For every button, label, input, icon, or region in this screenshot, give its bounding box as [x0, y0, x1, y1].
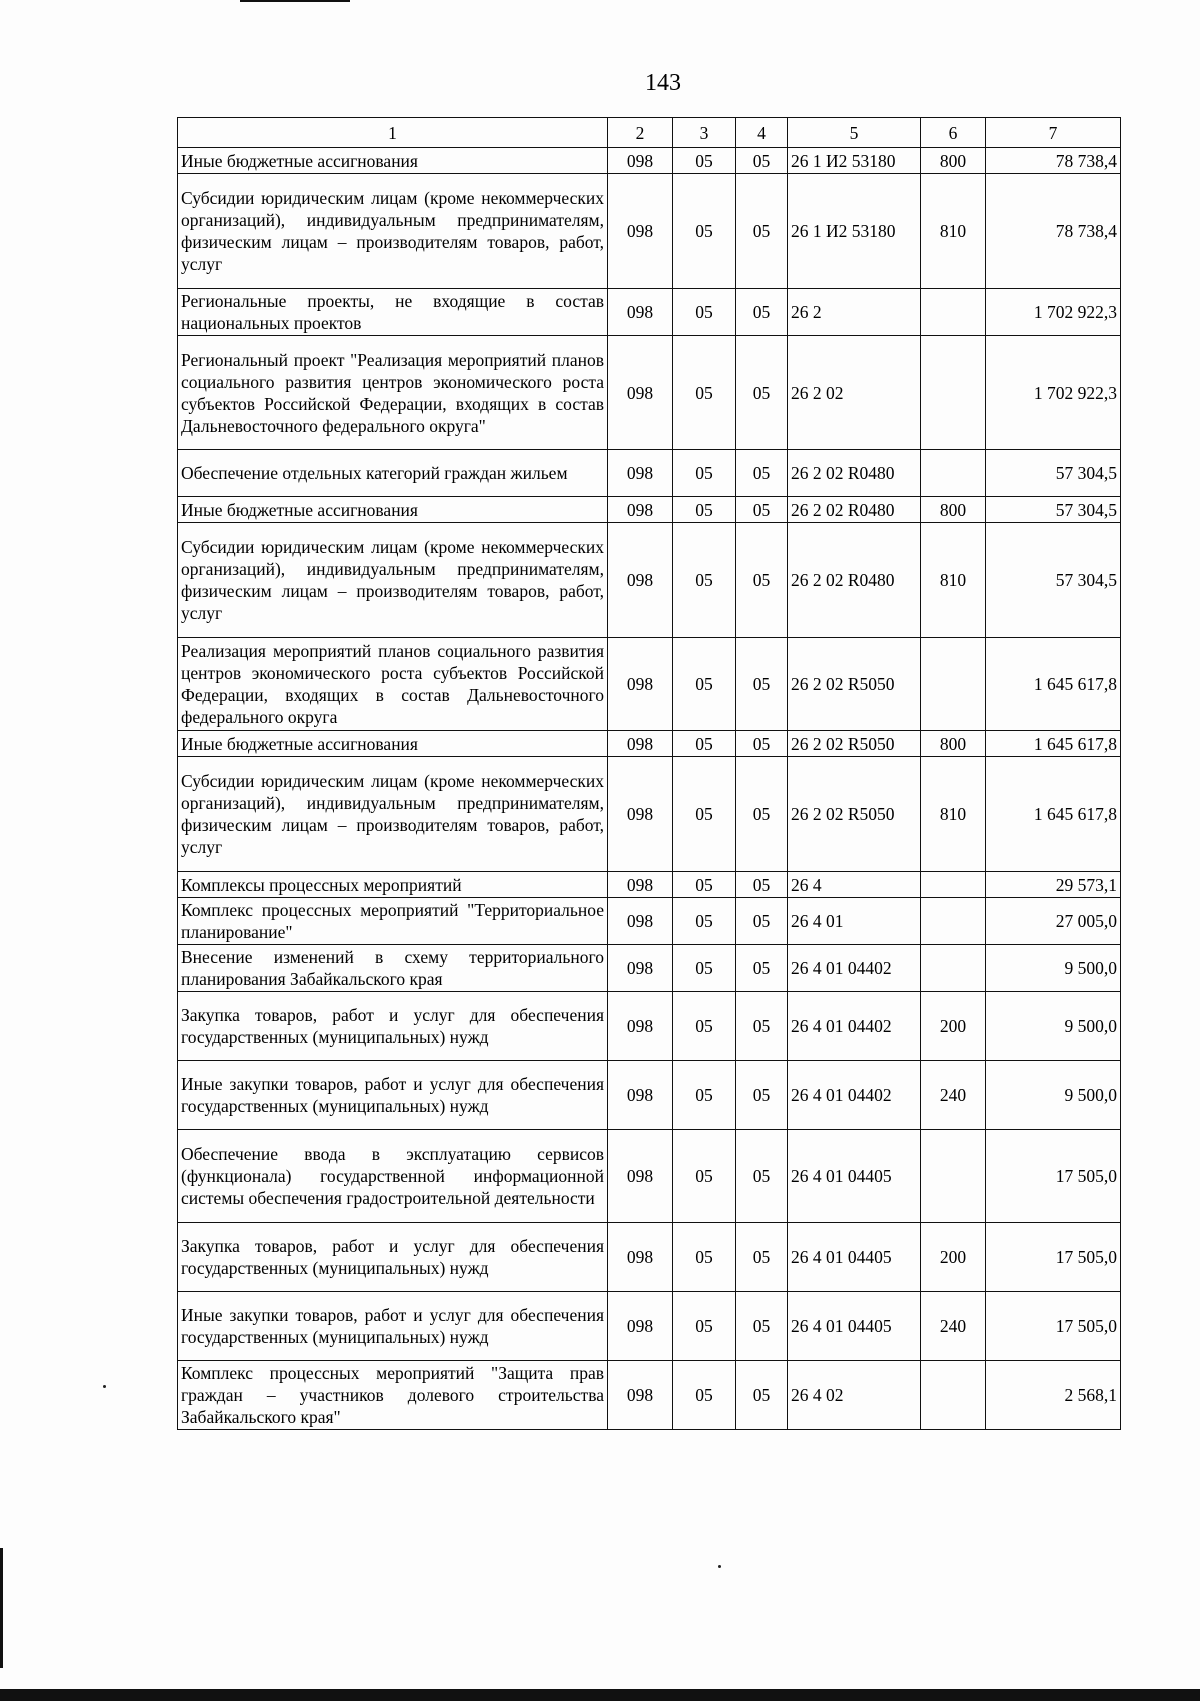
cell-expense-type: [921, 336, 986, 450]
cell-target-article: 26 2 02 R0480: [788, 497, 921, 523]
cell-pr: 05: [736, 174, 788, 289]
cell-gr: 098: [608, 1361, 673, 1430]
cell-expense-type: 240: [921, 1061, 986, 1130]
table-row: [178, 289, 1121, 336]
cell-rz: 05: [673, 1292, 736, 1361]
cell-gr: 098: [608, 523, 673, 638]
page-number: 143: [645, 70, 681, 96]
cell-expense-type: [921, 450, 986, 497]
cell-description: Региональные проекты, не входящие в состав национальных проектов: [178, 289, 608, 336]
cell-pr: 05: [736, 497, 788, 523]
cell-gr: 098: [608, 898, 673, 945]
cell-rz: 05: [673, 872, 736, 898]
cell-gr: 098: [608, 1130, 673, 1223]
cell-rz: 05: [673, 523, 736, 638]
cell-gr: 098: [608, 992, 673, 1061]
header-col-5: 5: [788, 118, 921, 148]
cell-rz: 05: [673, 289, 736, 336]
cell-description: Субсидии юридическим лицам (кроме некоммерческих организаций), индивидуальным предпринимателям, физическим лицам – производителям товаров, работ, услуг: [178, 757, 608, 872]
cell-pr: 05: [736, 1361, 788, 1430]
cell-rz: 05: [673, 174, 736, 289]
cell-gr: 098: [608, 1061, 673, 1130]
cell-rz: 05: [673, 450, 736, 497]
cell-rz: 05: [673, 638, 736, 731]
scan-edge-left: [0, 1548, 3, 1668]
cell-target-article: 26 2 02 R5050: [788, 757, 921, 872]
table-row: [178, 1292, 1121, 1361]
cell-amount: 9 500,0: [986, 992, 1121, 1061]
header-row: [178, 118, 1121, 148]
cell-expense-type: [921, 1130, 986, 1223]
table-row: [178, 898, 1121, 945]
cell-target-article: 26 4 01 04402: [788, 992, 921, 1061]
cell-amount: 57 304,5: [986, 450, 1121, 497]
cell-rz: 05: [673, 757, 736, 872]
cell-target-article: 26 4: [788, 872, 921, 898]
cell-gr: 098: [608, 731, 673, 757]
cell-gr: 098: [608, 148, 673, 174]
table-row: [178, 1223, 1121, 1292]
cell-pr: 05: [736, 289, 788, 336]
cell-amount: 78 738,4: [986, 174, 1121, 289]
cell-description: Закупка товаров, работ и услуг для обеспечения государственных (муниципальных) нужд: [178, 992, 608, 1061]
cell-target-article: 26 4 01 04405: [788, 1130, 921, 1223]
cell-gr: 098: [608, 497, 673, 523]
cell-expense-type: [921, 872, 986, 898]
table-row: [178, 174, 1121, 289]
cell-amount: 27 005,0: [986, 898, 1121, 945]
budget-table: [177, 117, 1121, 1430]
cell-expense-type: 800: [921, 497, 986, 523]
cell-description: Внесение изменений в схему территориального планирования Забайкальского края: [178, 945, 608, 992]
cell-expense-type: 810: [921, 174, 986, 289]
cell-rz: 05: [673, 731, 736, 757]
cell-gr: 098: [608, 336, 673, 450]
cell-rz: 05: [673, 1061, 736, 1130]
cell-rz: 05: [673, 497, 736, 523]
cell-description: Комплекс процессных мероприятий "Защита прав граждан – участников долевого строительства Забайкальского края": [178, 1361, 608, 1430]
table-row: [178, 1361, 1121, 1430]
cell-description: Комплексы процессных мероприятий: [178, 872, 608, 898]
table-row: [178, 872, 1121, 898]
cell-expense-type: 800: [921, 148, 986, 174]
table-row: [178, 1061, 1121, 1130]
cell-amount: 1 645 617,8: [986, 731, 1121, 757]
cell-description: Субсидии юридическим лицам (кроме некоммерческих организаций), индивидуальным предпринимателям, физическим лицам – производителям товаров, работ, услуг: [178, 174, 608, 289]
table-row: [178, 450, 1121, 497]
cell-description: Иные бюджетные ассигнования: [178, 148, 608, 174]
cell-target-article: 26 2 02: [788, 336, 921, 450]
cell-rz: 05: [673, 945, 736, 992]
cell-gr: 098: [608, 757, 673, 872]
cell-amount: 1 702 922,3: [986, 336, 1121, 450]
cell-target-article: 26 1 И2 53180: [788, 174, 921, 289]
cell-gr: 098: [608, 638, 673, 731]
header-col-2: 2: [608, 118, 673, 148]
cell-target-article: 26 4 01 04402: [788, 1061, 921, 1130]
table-row: [178, 731, 1121, 757]
cell-pr: 05: [736, 898, 788, 945]
cell-target-article: 26 4 02: [788, 1361, 921, 1430]
cell-description: Обеспечение отдельных категорий граждан жильем: [178, 450, 608, 497]
cell-description: Региональный проект "Реализация мероприятий планов социального развития центров экономического роста субъектов Российской Федерации, входящих в состав Дальневосточного федерального округа": [178, 336, 608, 450]
cell-gr: 098: [608, 1292, 673, 1361]
cell-gr: 098: [608, 872, 673, 898]
cell-target-article: 26 4 01 04405: [788, 1292, 921, 1361]
cell-amount: 1 645 617,8: [986, 638, 1121, 731]
cell-description: Реализация мероприятий планов социального развития центров экономического роста субъектов Российской Федерации, входящих в состав Дальневосточного федерального округа: [178, 638, 608, 731]
cell-description: Иные бюджетные ассигнования: [178, 497, 608, 523]
table-body: [178, 118, 1121, 1430]
cell-amount: 1 645 617,8: [986, 757, 1121, 872]
table-row: [178, 757, 1121, 872]
cell-rz: 05: [673, 1361, 736, 1430]
cell-expense-type: [921, 945, 986, 992]
cell-pr: 05: [736, 148, 788, 174]
cell-rz: 05: [673, 148, 736, 174]
cell-expense-type: 240: [921, 1292, 986, 1361]
cell-pr: 05: [736, 945, 788, 992]
cell-pr: 05: [736, 872, 788, 898]
cell-target-article: 26 4 01: [788, 898, 921, 945]
table-row: [178, 148, 1121, 174]
cell-pr: 05: [736, 450, 788, 497]
cell-description: Иные закупки товаров, работ и услуг для обеспечения государственных (муниципальных) нужд: [178, 1292, 608, 1361]
cell-rz: 05: [673, 336, 736, 450]
cell-target-article: 26 1 И2 53180: [788, 148, 921, 174]
cell-rz: 05: [673, 1130, 736, 1223]
cell-amount: 17 505,0: [986, 1130, 1121, 1223]
cell-target-article: 26 2 02 R0480: [788, 450, 921, 497]
cell-description: Иные закупки товаров, работ и услуг для обеспечения государственных (муниципальных) нужд: [178, 1061, 608, 1130]
cell-pr: 05: [736, 523, 788, 638]
table-row: [178, 945, 1121, 992]
cell-pr: 05: [736, 1061, 788, 1130]
cell-description: Иные бюджетные ассигнования: [178, 731, 608, 757]
cell-gr: 098: [608, 289, 673, 336]
cell-expense-type: [921, 1361, 986, 1430]
cell-target-article: 26 2 02 R5050: [788, 638, 921, 731]
cell-amount: 9 500,0: [986, 945, 1121, 992]
cell-gr: 098: [608, 1223, 673, 1292]
cell-pr: 05: [736, 1292, 788, 1361]
cell-target-article: 26 2 02 R5050: [788, 731, 921, 757]
header-col-4: 4: [736, 118, 788, 148]
table-row: [178, 523, 1121, 638]
cell-expense-type: 200: [921, 1223, 986, 1292]
cell-rz: 05: [673, 992, 736, 1061]
cell-expense-type: [921, 638, 986, 731]
scan-speck: [718, 1565, 721, 1568]
table-row: [178, 1130, 1121, 1223]
cell-amount: 29 573,1: [986, 872, 1121, 898]
header-col-3: 3: [673, 118, 736, 148]
cell-amount: 2 568,1: [986, 1361, 1121, 1430]
table-row: [178, 336, 1121, 450]
scan-edge-bottom: [0, 1689, 1200, 1701]
scan-edge-top: [240, 0, 350, 2]
cell-gr: 098: [608, 450, 673, 497]
cell-amount: 9 500,0: [986, 1061, 1121, 1130]
table-row: [178, 992, 1121, 1061]
cell-amount: 17 505,0: [986, 1292, 1121, 1361]
cell-description: Обеспечение ввода в эксплуатацию сервисов (функционала) государственной информационной системы обеспечения градостроительной деятельности: [178, 1130, 608, 1223]
cell-expense-type: 200: [921, 992, 986, 1061]
header-col-1: 1: [178, 118, 608, 148]
table-row: [178, 638, 1121, 731]
cell-pr: 05: [736, 757, 788, 872]
cell-amount: 17 505,0: [986, 1223, 1121, 1292]
cell-rz: 05: [673, 898, 736, 945]
cell-target-article: 26 4 01 04405: [788, 1223, 921, 1292]
cell-target-article: 26 4 01 04402: [788, 945, 921, 992]
cell-description: Субсидии юридическим лицам (кроме некоммерческих организаций), индивидуальным предпринимателям, физическим лицам – производителям товаров, работ, услуг: [178, 523, 608, 638]
cell-pr: 05: [736, 992, 788, 1061]
cell-pr: 05: [736, 1130, 788, 1223]
scan-speck: [103, 1385, 106, 1388]
cell-amount: 57 304,5: [986, 497, 1121, 523]
cell-expense-type: [921, 289, 986, 336]
cell-amount: 1 702 922,3: [986, 289, 1121, 336]
cell-expense-type: 810: [921, 757, 986, 872]
header-col-6: 6: [921, 118, 986, 148]
cell-pr: 05: [736, 731, 788, 757]
cell-description: Закупка товаров, работ и услуг для обеспечения государственных (муниципальных) нужд: [178, 1223, 608, 1292]
cell-target-article: 26 2: [788, 289, 921, 336]
cell-description: Комплекс процессных мероприятий "Территориальное планирование": [178, 898, 608, 945]
cell-expense-type: 810: [921, 523, 986, 638]
cell-gr: 098: [608, 174, 673, 289]
table-row: [178, 497, 1121, 523]
cell-target-article: 26 2 02 R0480: [788, 523, 921, 638]
header-col-7: 7: [986, 118, 1121, 148]
cell-rz: 05: [673, 1223, 736, 1292]
cell-amount: 57 304,5: [986, 523, 1121, 638]
cell-pr: 05: [736, 1223, 788, 1292]
cell-pr: 05: [736, 336, 788, 450]
cell-amount: 78 738,4: [986, 148, 1121, 174]
cell-expense-type: 800: [921, 731, 986, 757]
cell-expense-type: [921, 898, 986, 945]
cell-pr: 05: [736, 638, 788, 731]
cell-gr: 098: [608, 945, 673, 992]
